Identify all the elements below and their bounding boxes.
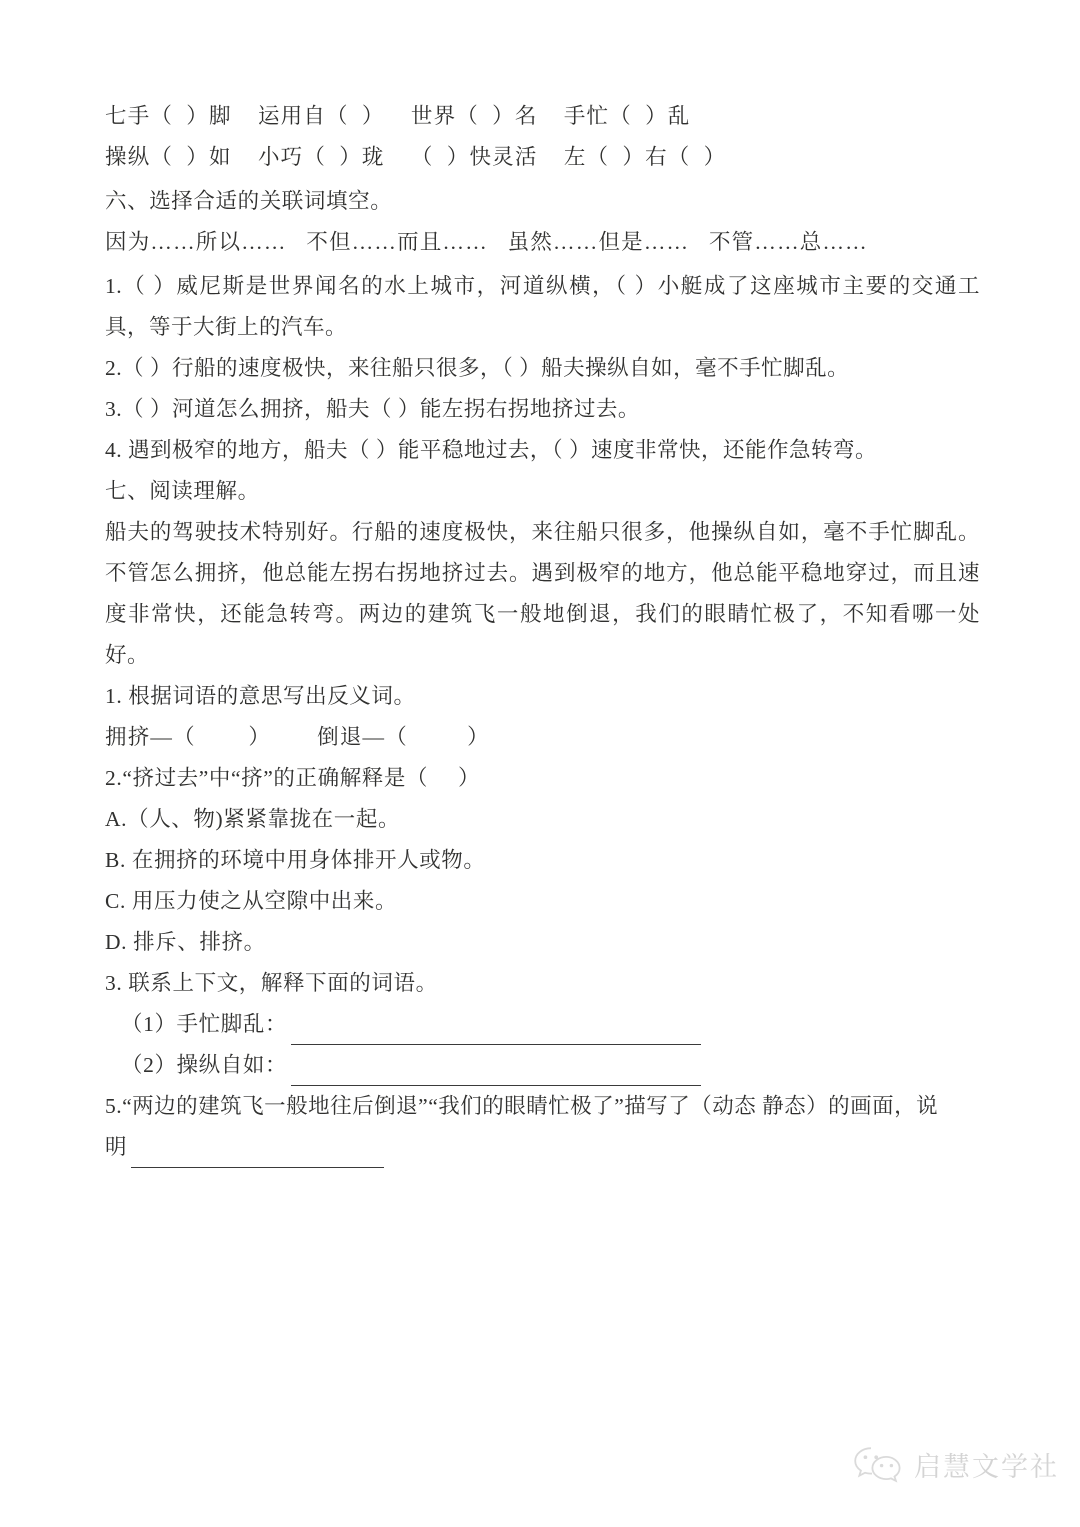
reading-q2-option-a[interactable]: A.（人、物)紧紧靠拢在一起。 — [105, 807, 401, 831]
section-six-word-bank: 因为……所以…… 不但……而且…… 虽然……但是…… 不管……总…… — [105, 230, 868, 254]
idiom-fill-row-1: 七手（ ）脚 运用自（ ） 世界（ ）名 手忙（ ）乱 — [105, 104, 691, 128]
reading-passage: 船夫的驾驶技术特别好。行船的速度极快，来往船只很多，他操纵自如，毫不手忙脚乱。不管怎么拥挤，他总能左拐右拐地挤过去。遇到极窄的地方，他总能平稳地穿过，而且速度非常快，还能急转弯。两边的建筑飞一般地倒退，我们的眼睛忙极了，不知看哪一处好。 — [105, 520, 980, 667]
reading-q3-item-2-label: （2）操纵自如： — [121, 1053, 288, 1077]
reading-q2-prompt: 2.“挤过去”中“挤”的正确解释是（ ） — [105, 766, 481, 790]
section-seven-heading: 七、阅读理解。 — [105, 479, 260, 503]
idiom-fill-row-2: 操纵（ ）如 小巧（ ）珑 （ ）快灵活 左（ ）右（ ） — [105, 145, 727, 169]
reading-q3-prompt: 3. 联系上下文，解释下面的词语。 — [105, 971, 438, 995]
reading-q5-text: 5.“两边的建筑飞一般地往后倒退”“我们的眼睛忙极了”描写了（动态 静态）的画面，说 — [105, 1094, 939, 1118]
reading-q3-item-1 — [105, 1004, 980, 1045]
wechat-icon — [852, 1444, 904, 1484]
section-six-question-2: 2.（ ）行船的速度极快，来往船只很多，（ ）船夫操纵自如，毫不手忙脚乱。 — [105, 356, 850, 380]
reading-q2-option-d[interactable]: D. 排斥、排挤。 — [105, 930, 266, 954]
section-six-question-4: 4. 遇到极窄的地方，船夫（ ）能平稳地过去，（ ）速度非常快，还能作急转弯。 — [105, 438, 878, 462]
reading-q5-continuation-label: 明 — [105, 1135, 128, 1159]
reading-q1-prompt: 1. 根据词语的意思写出反义词。 — [105, 684, 416, 708]
reading-q3-item-1-blank[interactable] — [291, 1020, 701, 1045]
footer-watermark — [852, 1444, 1059, 1484]
section-six-heading: 六、选择合适的关联词填空。 — [105, 189, 393, 213]
reading-q5-continuation — [105, 1127, 980, 1168]
reading-q3-item-2-blank[interactable] — [291, 1061, 701, 1086]
section-six-question-3: 3.（ ）河道怎么拥挤，船夫（ ）能左拐右拐地挤过去。 — [105, 397, 640, 421]
reading-q2-option-b[interactable]: B. 在拥挤的环境中用身体排开人或物。 — [105, 848, 486, 872]
reading-q1-antonym-pairs: 拥挤—（ ） 倒退—（ ） — [105, 725, 490, 749]
section-six-question-1: 1.（ ）威尼斯是世界闻名的水上城市，河道纵横，（ ）小艇成了这座城市主要的交通工具，等于大街上的汽车。 — [105, 274, 980, 339]
reading-q5-blank[interactable] — [131, 1143, 384, 1168]
reading-q2-option-c[interactable]: C. 用压力使之从空隙中出来。 — [105, 889, 398, 913]
reading-q3-item-2 — [105, 1045, 980, 1086]
worksheet-content — [105, 96, 980, 1168]
footer-brand-label: 启慧文学社 — [914, 1451, 1059, 1482]
reading-q3-item-1-label: （1）手忙脚乱： — [121, 1012, 288, 1036]
